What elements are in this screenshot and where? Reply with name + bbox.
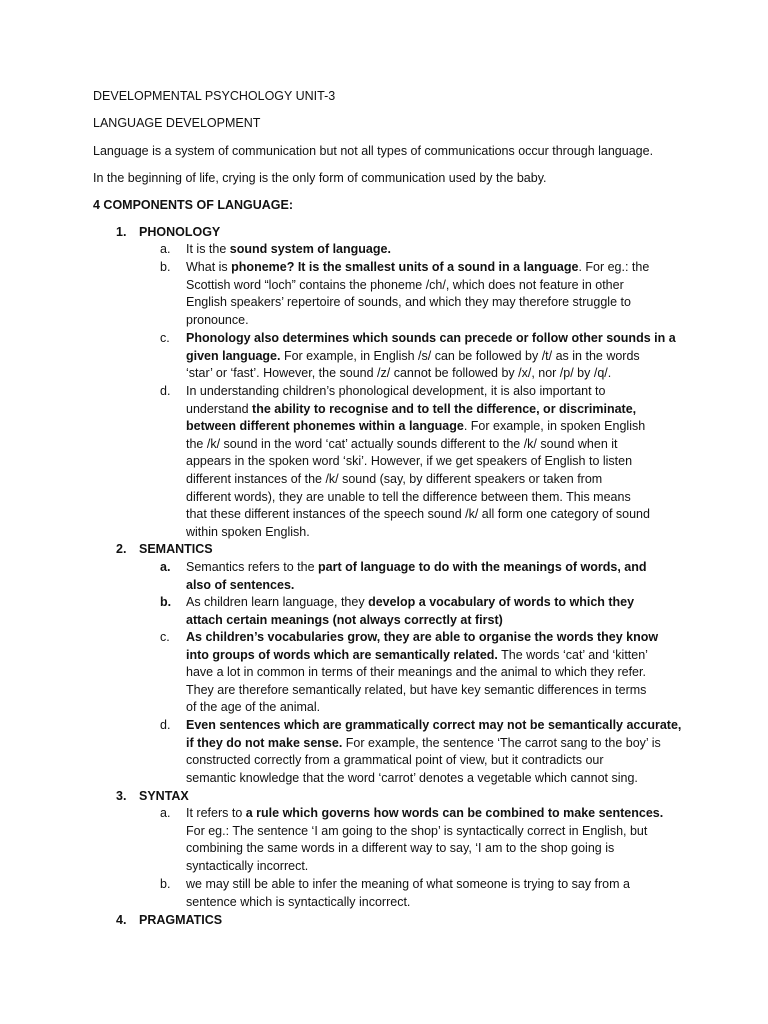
bold-text: between different phonemes within a language <box>186 419 464 434</box>
text-run: syntactically incorrect. <box>186 858 309 873</box>
text-line <box>186 594 700 612</box>
text-run: understand <box>186 401 253 416</box>
text-run: For eg.: The sentence ‘I am going to the shop’ is syntactically correct in English, but <box>186 823 648 838</box>
text-run: appears in the spoken word ‘ski’. However, if we get speakers of English to listen <box>186 454 633 469</box>
text-line <box>186 699 700 717</box>
list-marker: a. <box>160 806 171 820</box>
text-run: of the age of the animal. <box>186 700 321 715</box>
text-line <box>186 752 700 770</box>
document-subtitle: LANGUAGE DEVELOPMENT <box>93 116 261 130</box>
section-heading-syntax <box>116 788 189 806</box>
bold-text: part of language to do with the meanings of words, and <box>318 560 647 574</box>
text-run: combining the same words in a different way to say, ‘I am to the shop going is <box>186 841 615 856</box>
text-run: pronounce. <box>186 312 249 327</box>
text-line <box>186 735 700 753</box>
text-line <box>186 471 700 489</box>
text-line <box>186 805 700 823</box>
list-item <box>160 383 700 541</box>
bold-text: sound system of language. <box>229 242 391 256</box>
text-run: For example, in English /s/ can be followed by /t/ as in the words <box>280 348 640 363</box>
text-line <box>186 418 700 436</box>
text-line <box>186 259 700 277</box>
section-heading-phonology <box>116 224 220 242</box>
section-heading-pragmatics <box>116 912 222 930</box>
document-title: DEVELOPMENTAL PSYCHOLOGY UNIT-3 <box>93 89 336 103</box>
text-run: In understanding children’s phonological development, it is also important to <box>186 384 606 398</box>
text-run: we may still be able to infer the meaning of what someone is trying to say from a <box>186 877 630 891</box>
section-number: 1. <box>116 225 127 239</box>
text-run: They are therefore semantically related, but have key semantic differences in terms <box>186 682 647 697</box>
text-line <box>186 612 700 630</box>
section-title: PRAGMATICS <box>139 913 223 927</box>
section-number: 4. <box>116 913 127 927</box>
text-line <box>186 436 700 454</box>
text-line <box>186 647 700 665</box>
intro-paragraph-1: Language is a system of communication but not all types of communications occur through language. <box>93 144 654 158</box>
bold-text: a rule which governs how words can be combined to make sentences. <box>245 806 664 820</box>
bold-text: As children’s vocabularies grow, they are able to organise the words they know <box>186 630 659 644</box>
list-item-text <box>186 241 700 259</box>
text-line <box>186 858 700 876</box>
text-line <box>186 383 700 401</box>
list-item <box>160 717 700 787</box>
list-marker: c. <box>160 331 170 345</box>
text-run: the /k/ sound in the word ‘cat’ actually sounds different to the /k/ sound when it <box>186 436 618 451</box>
text-line <box>186 770 700 788</box>
list-marker: a. <box>160 242 171 256</box>
text-line <box>186 453 700 471</box>
list-item-text <box>186 805 700 875</box>
text-run: constructed correctly from a grammatical point of view, but it contradicts our <box>186 753 604 768</box>
text-line <box>186 876 700 894</box>
text-line <box>186 894 700 912</box>
bold-text: into groups of words which are semantically related. <box>186 647 498 662</box>
bold-text: given language. <box>186 348 281 363</box>
text-run: sentence which is syntactically incorrect. <box>186 894 411 909</box>
list-item-text <box>186 629 700 717</box>
bold-text: Even sentences which are grammatically correct may not be semantically accurate, <box>186 718 682 732</box>
text-line <box>186 577 700 595</box>
text-line <box>186 559 700 577</box>
text-run: It is the <box>186 242 230 256</box>
components-heading: 4 COMPONENTS OF LANGUAGE: <box>93 198 294 212</box>
text-line <box>186 840 700 858</box>
text-line <box>186 823 700 841</box>
text-run: Scottish word “loch” contains the phoneme /ch/, which does not feature in other <box>186 277 624 292</box>
text-line <box>186 294 700 312</box>
text-line <box>186 489 700 507</box>
list-item-text <box>186 259 700 329</box>
text-run: Semantics refers to the <box>186 560 319 574</box>
section-heading-semantics <box>116 541 213 559</box>
text-line <box>186 629 700 647</box>
list-marker: c. <box>160 630 170 644</box>
section-title: PHONOLOGY <box>139 225 221 239</box>
bold-text: attach certain meanings (not always correctly at first) <box>186 612 503 627</box>
bold-text: Phonology also determines which sounds can precede or follow other sounds in a <box>186 331 676 345</box>
text-run: different words), they are unable to tell the difference between them. This means <box>186 489 631 504</box>
list-item <box>160 629 700 717</box>
text-run: As children learn language, they <box>186 595 369 609</box>
list-item-text <box>186 876 700 911</box>
text-line <box>186 365 700 383</box>
text-run: It refers to <box>186 806 246 820</box>
text-run: What is <box>186 260 232 274</box>
text-line <box>186 664 700 682</box>
list-item <box>160 805 700 875</box>
list-marker: a. <box>160 560 171 574</box>
bold-text: also of sentences. <box>186 577 295 592</box>
section-number: 2. <box>116 542 127 556</box>
list-item-text <box>186 559 700 594</box>
list-item <box>160 259 700 329</box>
list-marker: b. <box>160 260 171 274</box>
text-line <box>186 401 700 419</box>
bold-text: develop a vocabulary of words to which they <box>368 595 635 609</box>
text-run: different instances of the /k/ sound (say, by different speakers or taken from <box>186 471 603 486</box>
text-run: within spoken English. <box>186 524 310 539</box>
text-line <box>186 348 700 366</box>
list-item <box>160 876 700 911</box>
bold-text: the ability to recognise and to tell the difference, or discriminate, <box>252 401 637 416</box>
intro-paragraph-2: In the beginning of life, crying is the only form of communication used by the baby. <box>93 171 547 185</box>
list-marker: b. <box>160 595 172 609</box>
list-marker: b. <box>160 877 171 891</box>
text-line <box>186 506 700 524</box>
section-title: SEMANTICS <box>139 542 213 556</box>
text-line <box>186 312 700 330</box>
list-item-text <box>186 383 700 541</box>
bold-text: phoneme? It is the smallest units of a sound in a language <box>231 260 579 274</box>
list-item <box>160 594 700 629</box>
text-run: semantic knowledge that the word ‘carrot’ denotes a vegetable which cannot sing. <box>186 770 638 785</box>
text-run: . For eg.: the <box>578 260 650 274</box>
text-line <box>186 682 700 700</box>
text-run: For example, the sentence ‘The carrot sang to the boy’ is <box>342 735 661 750</box>
text-run: . For example, in spoken English <box>463 419 646 434</box>
text-line <box>186 330 700 348</box>
text-run: ‘star’ or ‘fast’. However, the sound /z/ cannot be followed by /x/, nor /p/ by /q/. <box>186 366 612 381</box>
text-run: have a lot in common in terms of their meanings and the animal to which they refer. <box>186 665 646 680</box>
list-marker: d. <box>160 384 171 398</box>
text-line <box>186 277 700 295</box>
list-item <box>160 241 700 259</box>
list-item <box>160 330 700 383</box>
bold-text: if they do not make sense. <box>186 735 343 750</box>
list-item-text <box>186 594 700 629</box>
text-line <box>186 717 700 735</box>
list-item-text <box>186 717 700 787</box>
text-run: The words ‘cat’ and ‘kitten’ <box>497 647 648 662</box>
list-item-text <box>186 330 700 383</box>
text-line <box>186 241 700 259</box>
text-line <box>186 524 700 542</box>
text-run: that these different instances of the speech sound /k/ all form one category of sound <box>186 507 650 522</box>
list-marker: d. <box>160 718 171 732</box>
list-item <box>160 559 700 594</box>
section-title: SYNTAX <box>139 789 189 803</box>
section-number: 3. <box>116 789 127 803</box>
text-run: English speakers’ repertoire of sounds, and which they may therefore struggle to <box>186 295 631 310</box>
